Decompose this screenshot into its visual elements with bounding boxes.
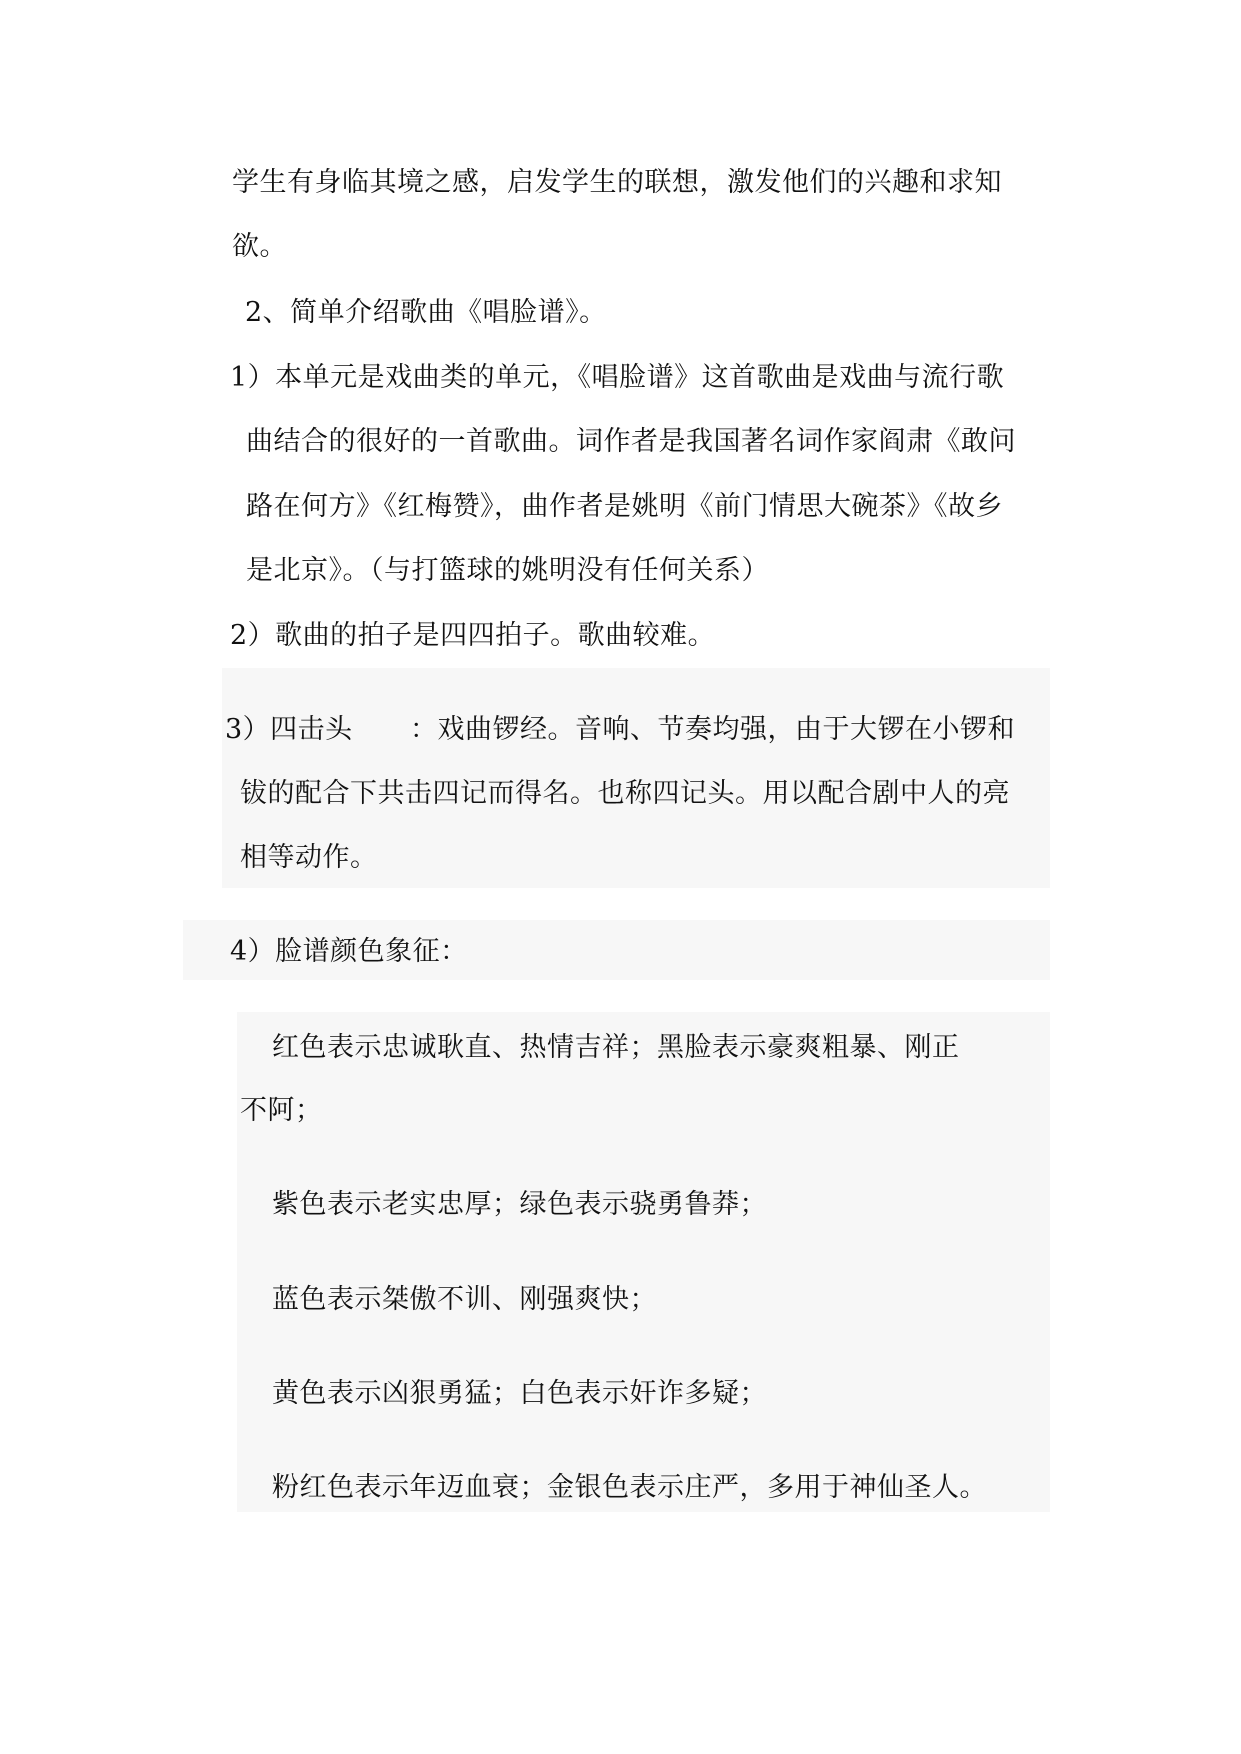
item-1-line-3: 路在何方》《红梅赞》，曲作者是姚明《前门情思大碗茶》《故乡: [246, 491, 1003, 522]
color-line-3: 蓝色表示桀傲不训、刚强爽快；: [272, 1284, 657, 1315]
color-line-5: 粉红色表示年迈血衰；金银色表示庄严，多用于神仙圣人。: [272, 1472, 987, 1503]
item-1-line-2: 曲结合的很好的一首歌曲。词作者是我国著名词作家阎肃《敢问: [246, 426, 1016, 457]
item-3-term: 3）四击头: [225, 714, 353, 745]
intro-line-1: 学生有身临其境之感，启发学生的联想，激发他们的兴趣和求知: [232, 167, 1002, 198]
shaded-block-colors: [237, 1012, 1050, 1512]
item-2: 2）歌曲的拍子是四四拍子。歌曲较难。: [230, 620, 716, 651]
intro-line-2: 欲。: [232, 231, 287, 262]
item-1-line-4: 是北京》。（与打篮球的姚明没有任何关系）: [246, 555, 769, 586]
color-line-1-cont: 不阿；: [240, 1095, 323, 1126]
item-3-line-2: 钹的配合下共击四记而得名。也称四记头。用以配合剧中人的亮: [240, 778, 1010, 809]
section-2-heading: 2、简单介绍歌曲《唱脸谱》。: [245, 297, 607, 328]
item-3-definition-line-1: ：戏曲锣经。音响、节奏均强，由于大锣在小锣和: [410, 714, 1015, 745]
item-3-line-3: 相等动作。: [240, 842, 378, 873]
item-4-heading: 4）脸谱颜色象征：: [230, 936, 468, 967]
color-line-4: 黄色表示凶狠勇猛；白色表示奸诈多疑；: [272, 1378, 767, 1409]
item-1-line-1: 1）本单元是戏曲类的单元，《唱脸谱》这首歌曲是戏曲与流行歌: [230, 362, 1005, 393]
color-line-1: 红色表示忠诚耿直、热情吉祥；黑脸表示豪爽粗暴、刚正: [272, 1032, 960, 1063]
color-line-2: 紫色表示老实忠厚；绿色表示骁勇鲁莽；: [272, 1189, 767, 1220]
